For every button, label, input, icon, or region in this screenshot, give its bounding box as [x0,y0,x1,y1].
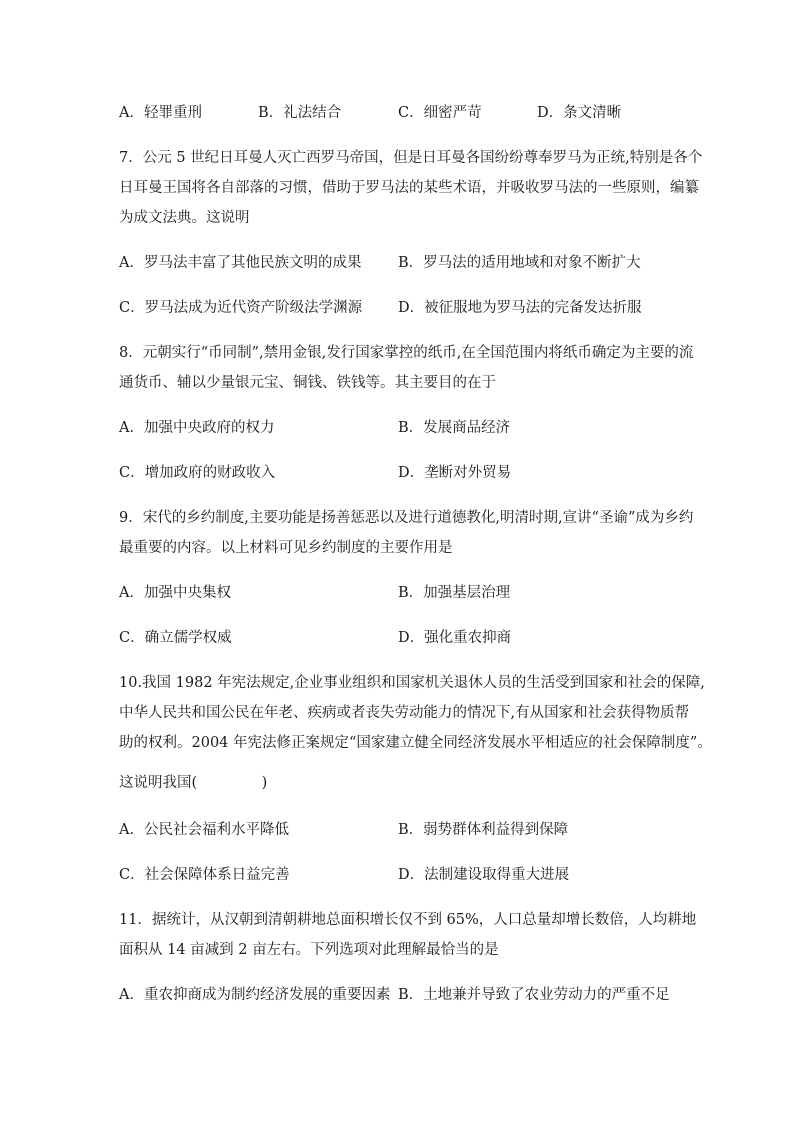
q10-option-a: A．公民社会福利水平降低 [119,822,289,838]
q10-stem-line-3: 助的权利。2004 年宪法修正案规定“国家建立健全同经济发展水平相适应的社会保障制度”。 [119,735,712,751]
q6-option-a: A．轻罪重刑 [119,105,202,121]
q11-option-b: B．土地兼并导致了农业劳动力的严重不足 [398,987,670,1003]
q7-stem-line-2: 日耳曼王国将各自部落的习惯，借助于罗马法的某些术语，并吸收罗马法的一些原则，编纂 [119,180,699,196]
q10-option-b: B．弱势群体利益得到保障 [398,822,569,838]
q10-option-d: D．法制建设取得重大进展 [398,867,570,883]
q10-stem-line-1: 10.我国 1982 年宪法规定,企业事业组织和国家机关退休人员的生活受到国家和社会的保障, [119,675,705,691]
q10-stem-line-4: 这说明我国( ) [119,775,268,791]
q7-stem-line-3: 为成文法典。这说明 [119,210,250,226]
q9-option-a: A．加强中央集权 [119,585,231,601]
q6-option-d: D．条文清晰 [537,105,622,121]
q9-option-d: D．强化重农抑商 [398,630,512,646]
q8-option-d: D．垄断对外贸易 [398,465,512,481]
q11-stem-line-1: 11．据统计，从汉朝到清朝耕地总面积增长仅不到 65%，人口总量却增长数倍，人均耕地 [119,912,697,928]
q6-option-c: C．细密严苛 [398,105,482,121]
q9-option-b: B．加强基层治理 [398,585,511,601]
q8-option-c: C．增加政府的财政收入 [119,465,276,481]
q9-option-c: C．确立儒学权威 [119,630,232,646]
q10-option-c: C．社会保障体系日益完善 [119,867,290,883]
q8-option-a: A．加强中央政府的权力 [119,420,275,436]
q7-option-b: B．罗马法的适用地域和对象不断扩大 [398,255,641,271]
q7-option-c: C．罗马法成为近代资产阶级法学渊源 [119,300,363,316]
q6-option-b: B．礼法结合 [258,105,342,121]
q7-option-a: A．罗马法丰富了其他民族文明的成果 [119,255,362,271]
q8-option-b: B．发展商品经济 [398,420,511,436]
q7-stem-line-1: 7．公元 5 世纪日耳曼人灭亡西罗马帝国，但是日耳曼各国纷纷尊奉罗马为正统,特别是各个 [119,150,703,166]
q11-option-a: A．重农抑商成为制约经济发展的重要因素 [119,987,391,1003]
q9-stem-line-2: 最重要的内容。以上材料可见乡约制度的主要作用是 [119,540,453,556]
q7-option-d: D．被征服地为罗马法的完备发达折服 [398,300,642,316]
q11-stem-line-2: 面积从 14 亩减到 2 亩左右。下列选项对此理解最恰当的是 [119,942,499,958]
q10-stem-line-2: 中华人民共和国公民在年老、疾病或者丧失劳动能力的情况下,有从国家和社会获得物质帮 [119,705,690,721]
q9-stem-line-1: 9．宋代的乡约制度,主要功能是扬善惩恶以及进行道德教化,明清时期,宣讲“圣谕”成为乡约 [119,510,694,526]
q8-stem-line-2: 通货币、辅以少量银元宝、铜钱、铁钱等。其主要目的在于 [119,375,496,391]
q8-stem-line-1: 8．元朝实行“币同制”,禁用金银,发行国家掌控的纸币,在全国范围内将纸币确定为主要的流 [119,345,694,361]
